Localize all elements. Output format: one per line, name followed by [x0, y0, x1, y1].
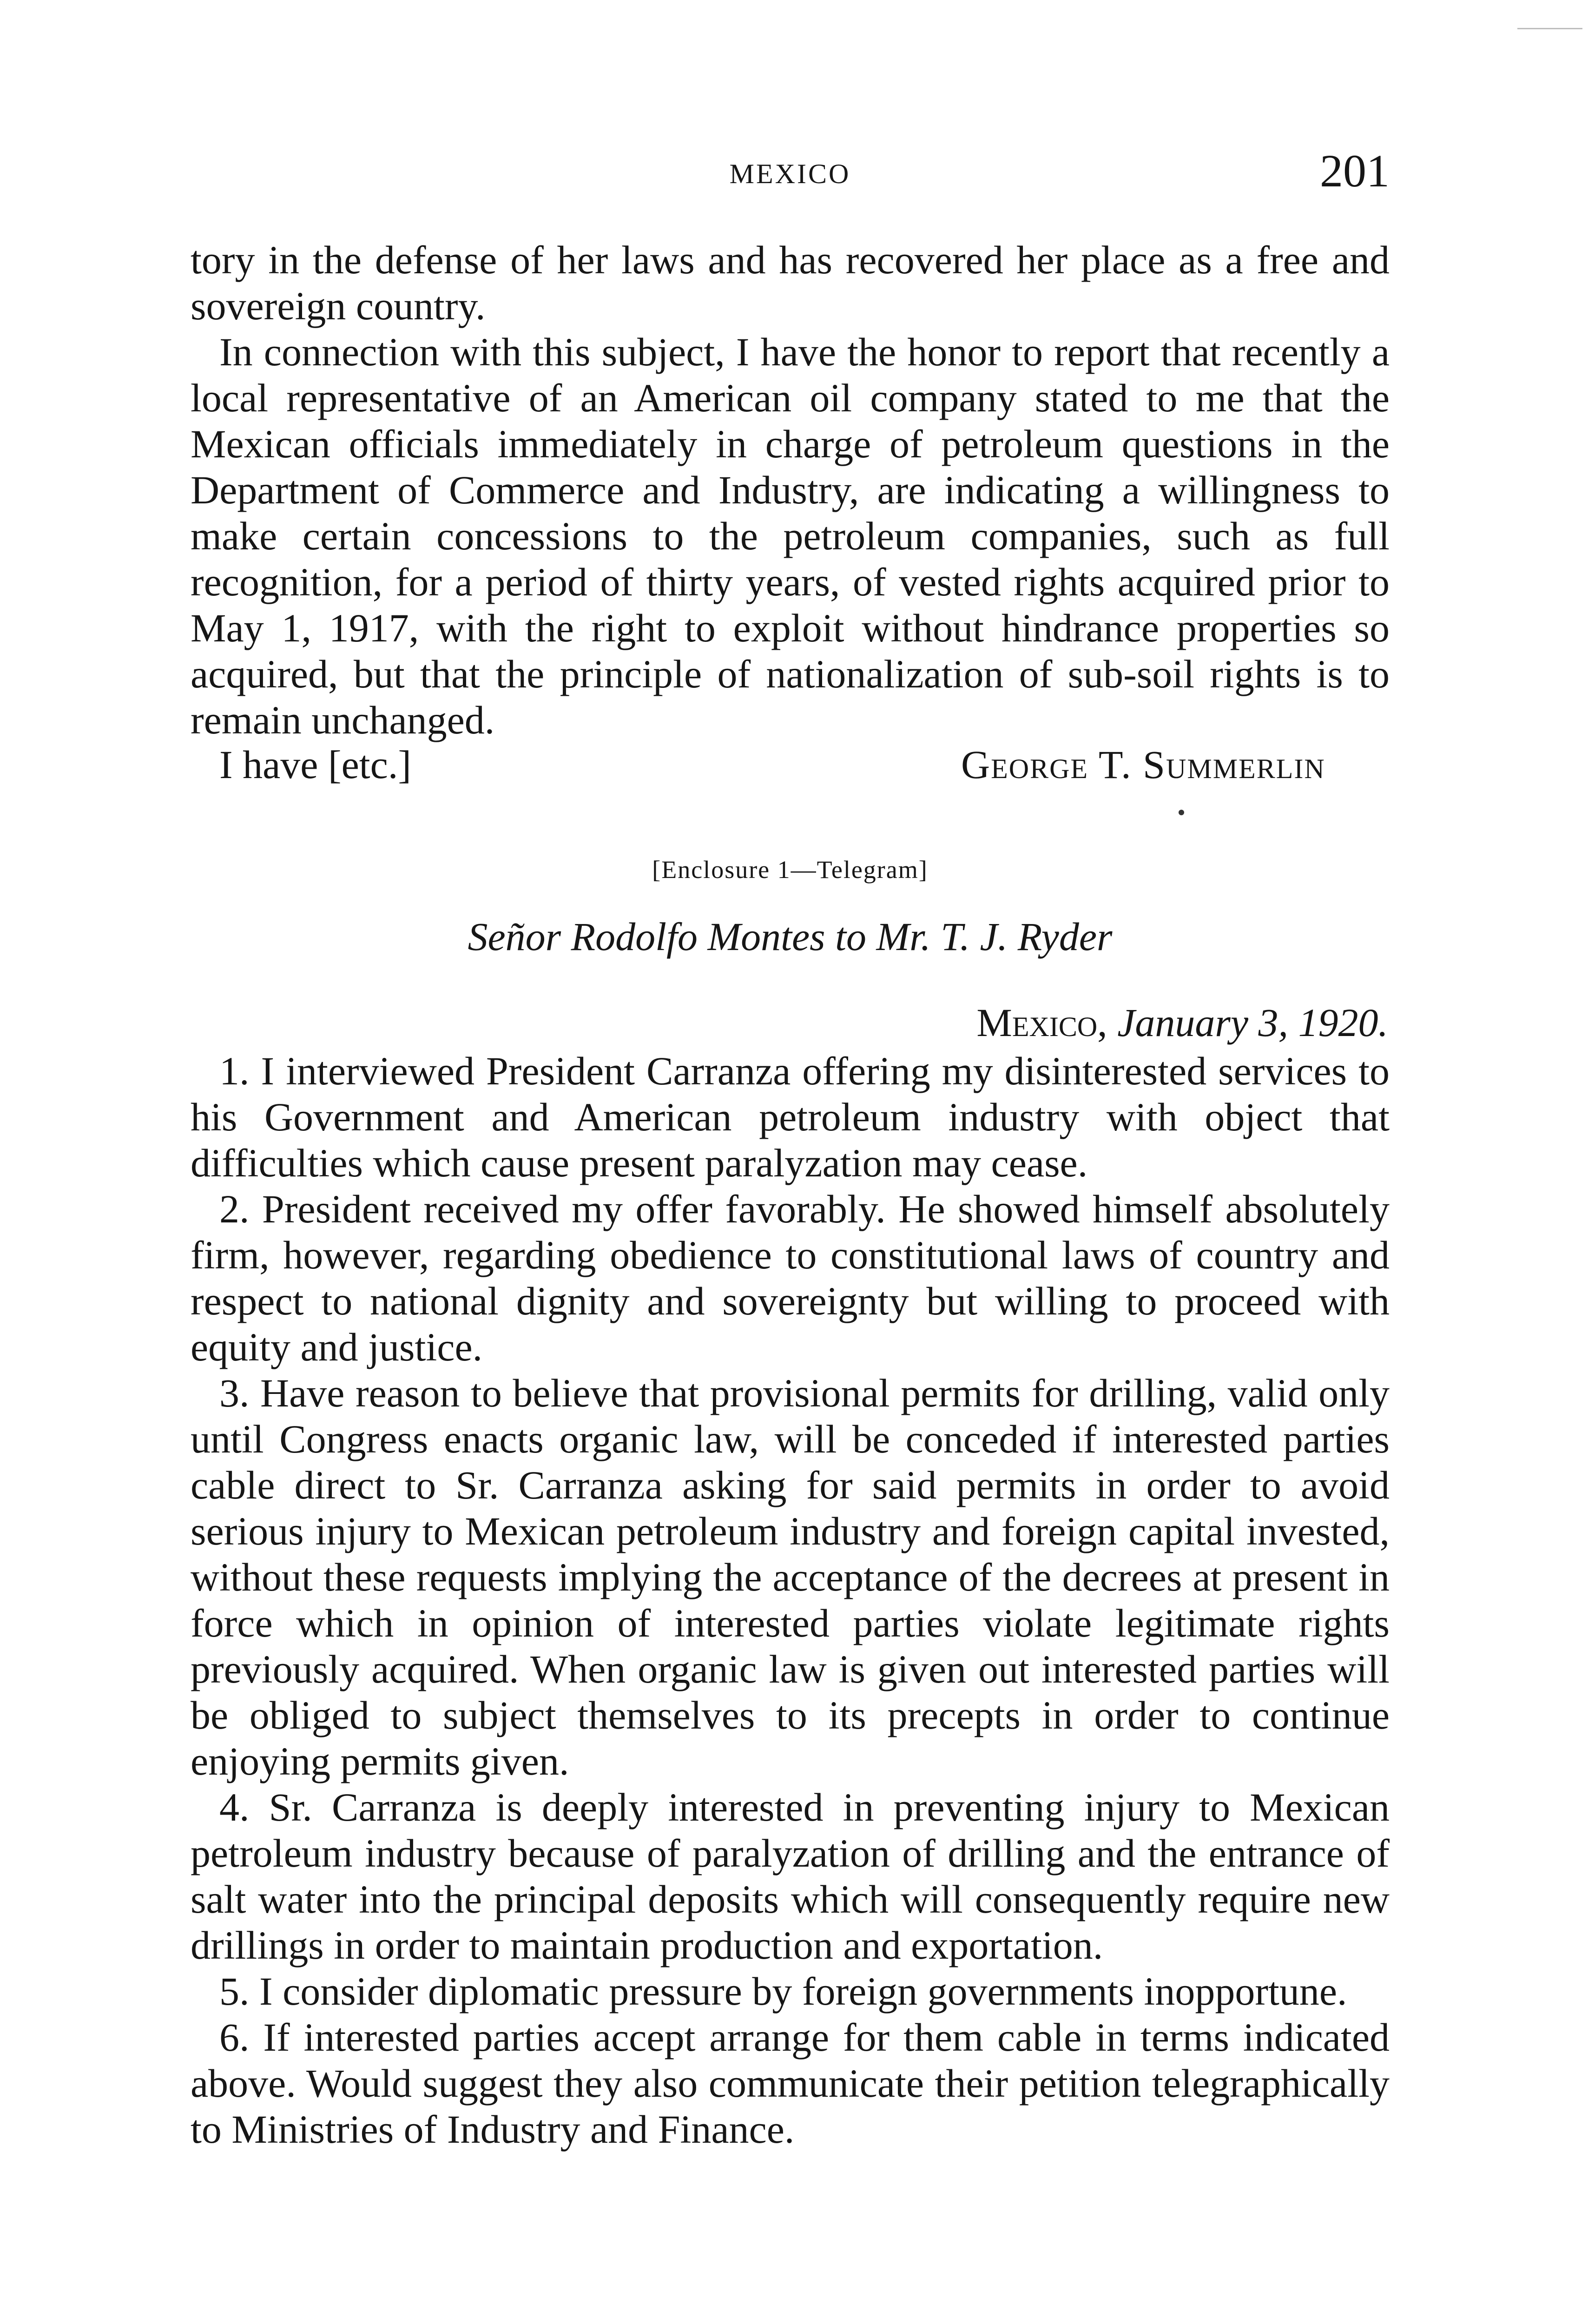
signer-name: George T. Summerlin [961, 742, 1325, 787]
telegram-dateline [976, 999, 1388, 1046]
paragraph-oil-concessions: In connection with this subject, I have the honor to report that recently a local representative of an American oil company stated to me that the Mexican officials immediately in charge of petroleum questions in the Department of Commerce and Industry, are indicating a willingness to make certain concessions to the petroleum companies, such as full recognition, for a period of thirty years, of vested rights acquired prior to May 1, 1917, with the right to exploit without hindrance properties so acquired, but that the principle of nationalization of sub-soil rights is to remain unchanged. [191, 330, 1390, 742]
dateline-date: January 3, 1920. [1117, 1000, 1388, 1045]
enclosure-label: [Enclosure 1—Telegram] [652, 856, 928, 884]
ink-dot [1179, 810, 1184, 815]
closing-formula: I have [etc.] [219, 742, 411, 787]
telegram-item-1: 1. I interviewed President Carranza offering my disinterested services to his Government and American petroleum industry with object that difficulties which cause present paralyzation may cease. [191, 1049, 1390, 1185]
running-title: MEXICO [729, 158, 851, 189]
telegram-item-3: 3. Have reason to believe that provisional permits for drilling, valid only until Congress enacts organic law, will be conceded if interested parties cable direct to Sr. Carranza asking for said permits in order to avoid serious injury to Mexican petroleum industry and foreign capital invested, without these requests implying the acceptance of the decrees at present in force which in opinion of interested parties violate legitimate rights previously acquired. When organic law is given out interested parties will be obliged to subject themselves to its precepts in order to continue enjoying permits given. [191, 1371, 1390, 1783]
paragraph-continuation: tory in the defense of her laws and has recovered her place as a free and sovereign country. [191, 238, 1390, 328]
page-number: 201 [1320, 145, 1390, 197]
scan-artifact [1517, 28, 1582, 29]
running-head [191, 144, 1390, 195]
telegram-title: Señor Rodolfo Montes to Mr. T. J. Ryder [468, 914, 1113, 959]
telegram-item-6: 6. If interested parties accept arrange for them cable in terms indicated above. Would suggest they also communicate their petition telegraphically to Ministries of Industry and Finance. [191, 2015, 1390, 2152]
signature-line [191, 741, 1390, 792]
telegram-item-2: 2. President received my offer favorably. He showed himself absolutely firm, however, regarding obedience to constitutional laws of country and respect to national dignity and sovereignty but willing to proceed with equity and justice. [191, 1187, 1390, 1369]
telegram-body [191, 1048, 1390, 2152]
telegram-item-4: 4. Sr. Carranza is deeply interested in preventing injury to Mexican petroleum industry because of paralyzation of drilling and the entrance of salt water into the principal deposits which will consequently require new drillings in order to maintain production and exportation. [191, 1785, 1390, 1967]
dateline-place: Mexico, [976, 1000, 1107, 1045]
telegram-item-5: 5. I consider diplomatic pressure by foreign governments inopportune. [219, 1969, 1347, 2014]
dispatch-body [191, 237, 1390, 743]
